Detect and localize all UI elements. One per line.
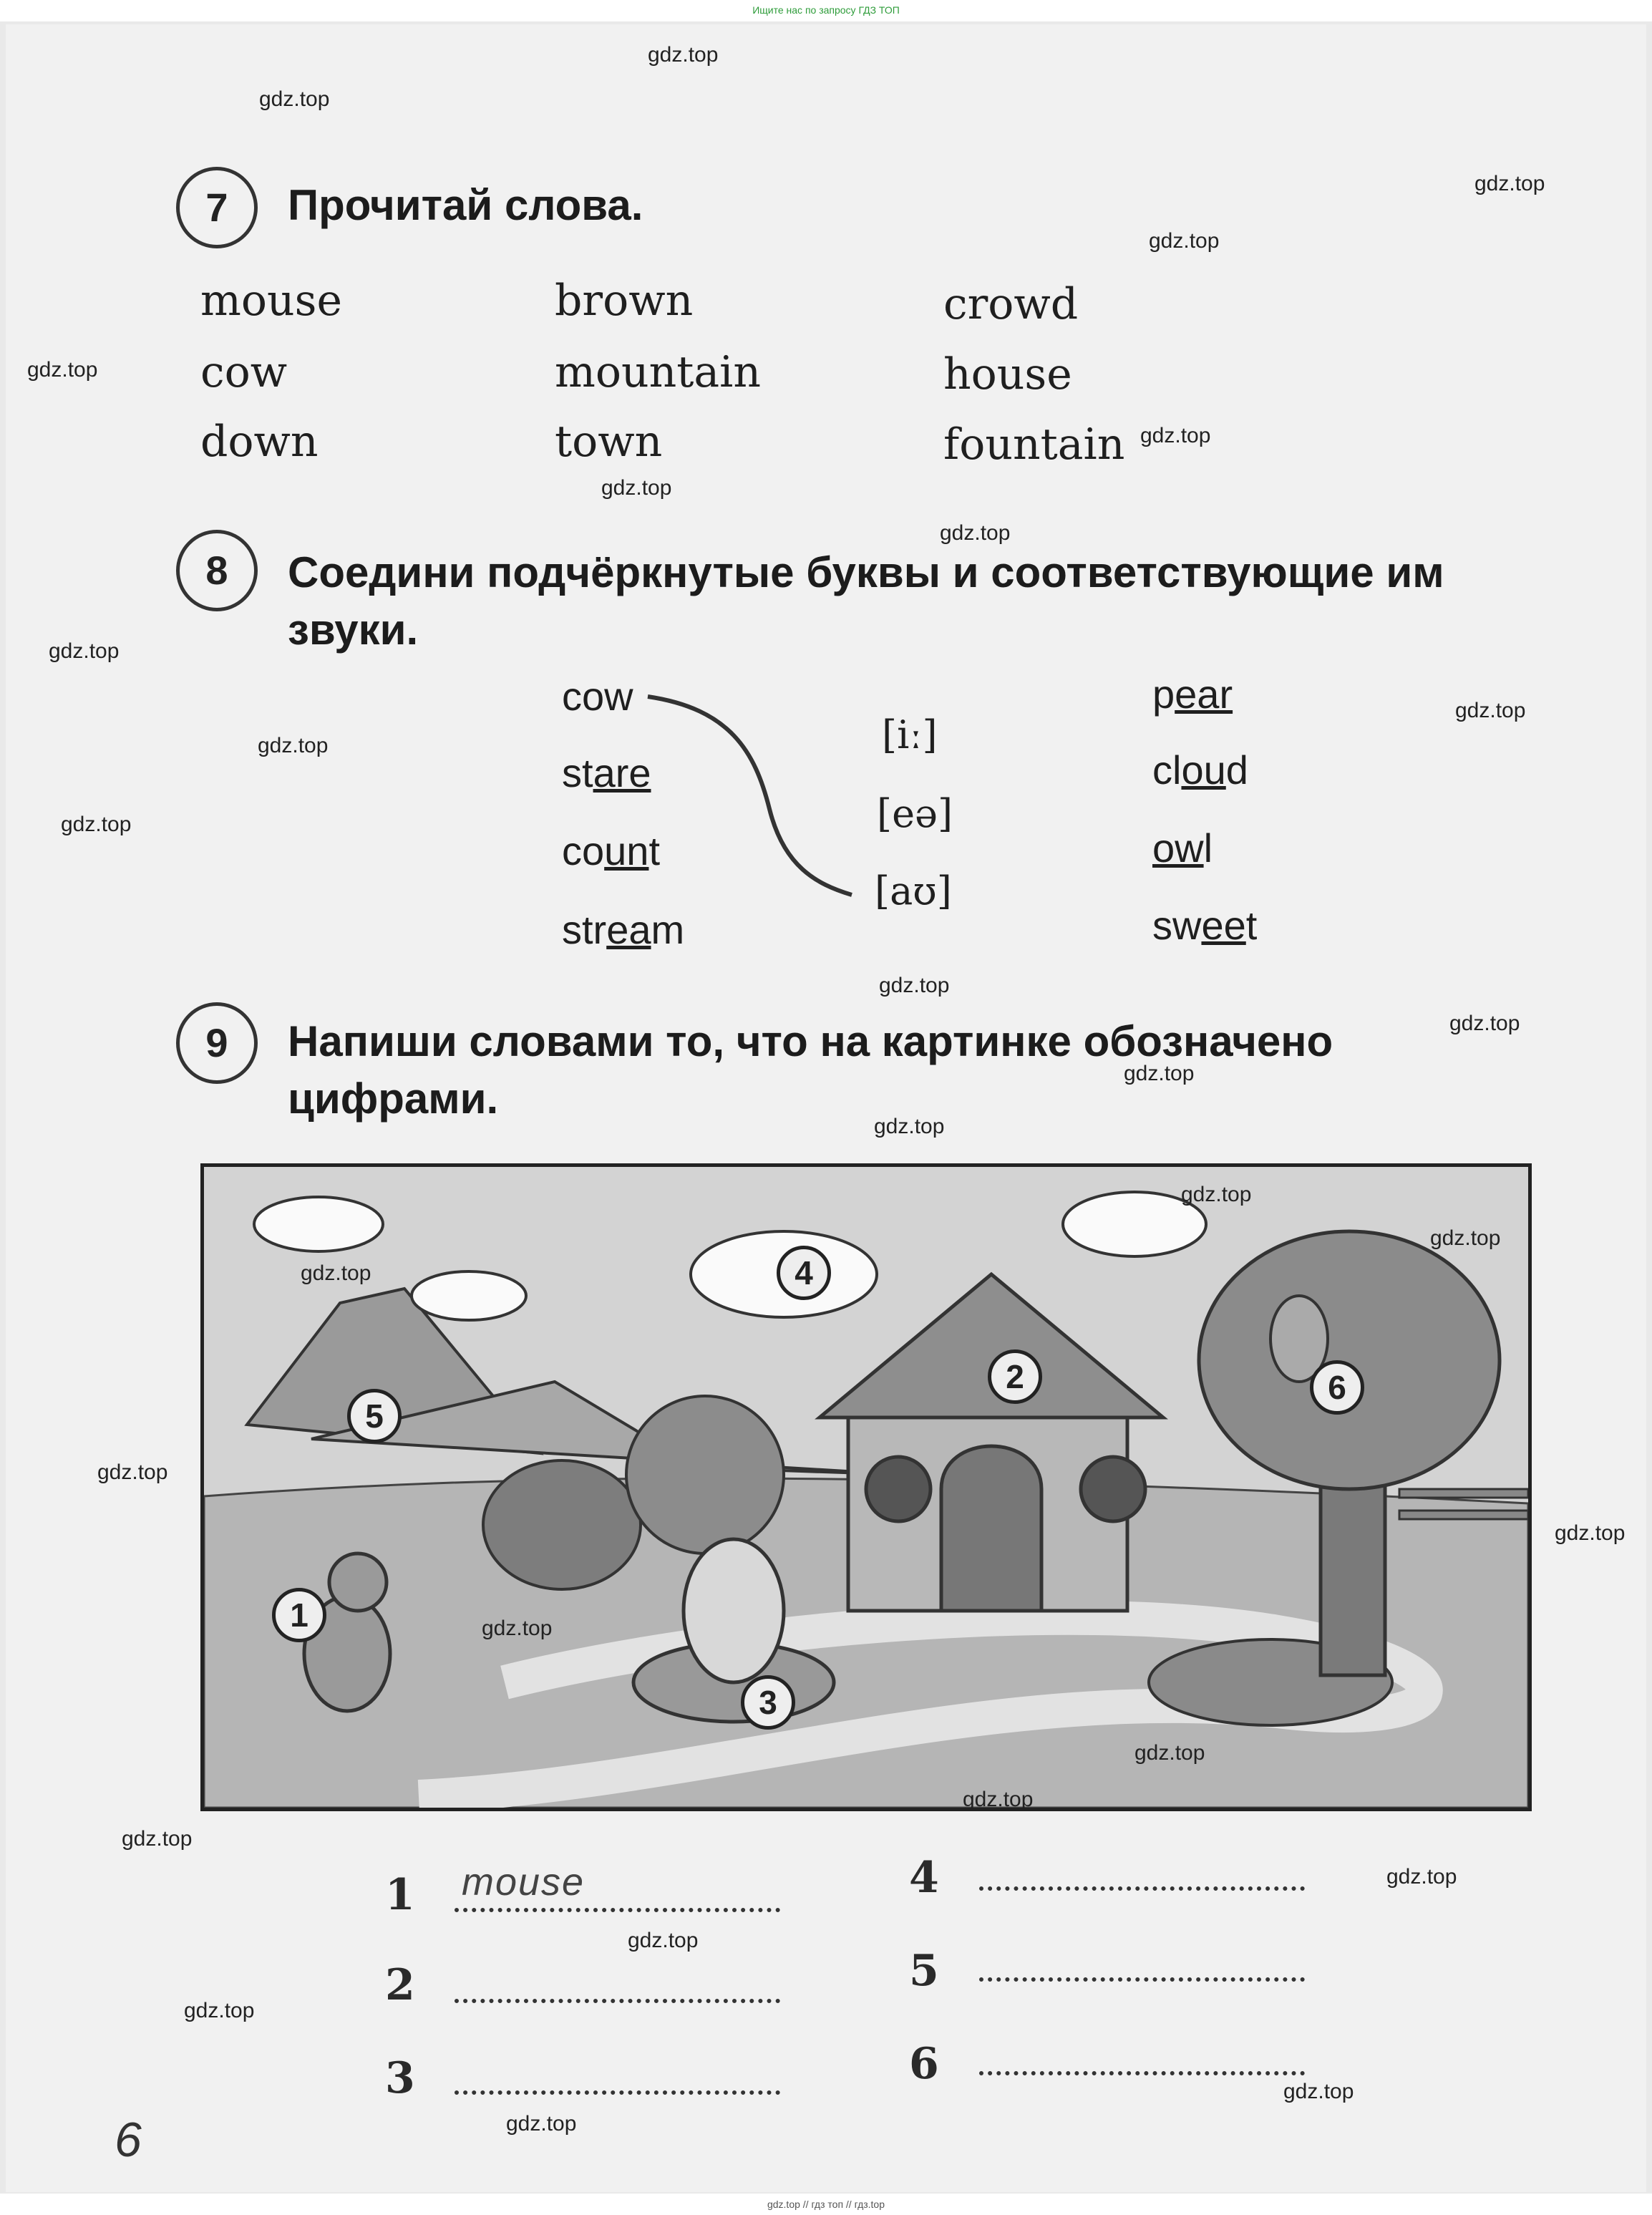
answer-number: 3	[385, 2053, 415, 2103]
watermark: gdz.top	[259, 87, 330, 111]
task8-left-word: cow	[562, 674, 633, 719]
task8-right-word: pear	[1152, 672, 1233, 717]
watermark: gdz.top	[1449, 1012, 1520, 1035]
task7-word: town	[555, 417, 663, 467]
watermark: gdz.top	[1555, 1521, 1626, 1545]
watermark: gdz.top	[301, 1261, 371, 1285]
answer-number: 1	[385, 1870, 415, 1920]
task7-word: mountain	[555, 347, 762, 397]
picture-label-5: 5	[347, 1389, 402, 1443]
watermark: gdz.top	[1455, 699, 1526, 722]
picture-label-6: 6	[1310, 1360, 1364, 1415]
answer-5-line[interactable]	[979, 1977, 1305, 1982]
task8-right-word: owl	[1152, 825, 1213, 871]
watermark: gdz.top	[1474, 172, 1545, 195]
task9-number: 9	[176, 1002, 258, 1084]
top-banner[interactable]: Ищите нас по запросу ГДЗ ТОП	[0, 0, 1652, 21]
watermark: gdz.top	[49, 639, 120, 663]
watermark: gdz.top	[874, 1115, 945, 1138]
watermark: gdz.top	[258, 734, 329, 757]
task8-number: 8	[176, 530, 258, 611]
picture-label-1: 1	[272, 1588, 326, 1642]
task7-word: down	[200, 417, 319, 467]
watermark: gdz.top	[879, 974, 950, 997]
watermark: gdz.top	[61, 813, 132, 836]
watermark: gdz.top	[482, 1617, 553, 1640]
picture-label-2: 2	[988, 1349, 1042, 1404]
watermark: gdz.top	[1124, 1062, 1195, 1085]
watermark: gdz.top	[184, 1999, 255, 2022]
task8-title-line2: звуки.	[288, 606, 419, 654]
task7-word: house	[943, 349, 1072, 399]
task8-sound: [aʊ]	[875, 868, 952, 913]
task7-word: cow	[200, 347, 288, 397]
picture-label-3: 3	[741, 1675, 795, 1730]
watermark: gdz.top	[1181, 1183, 1252, 1206]
watermark: gdz.top	[1140, 424, 1211, 447]
answer-1-line[interactable]	[455, 1908, 780, 1912]
answer-number: 2	[385, 1960, 415, 2010]
task9-title-line2: цифрами.	[288, 1075, 499, 1123]
scene-picture	[200, 1163, 1532, 1811]
watermark: gdz.top	[506, 2112, 577, 2136]
task7-number: 7	[176, 167, 258, 248]
task8-sound: [iː]	[882, 712, 938, 757]
task7-word: fountain	[943, 420, 1125, 470]
answer-3-line[interactable]	[455, 2090, 780, 2095]
picture-label-4: 4	[777, 1246, 831, 1300]
answer-6-line[interactable]	[979, 2071, 1305, 2075]
watermark: gdz.top	[1386, 1865, 1457, 1889]
task9-title-line1: Напиши словами то, что на картинке обозначено	[288, 1017, 1333, 1065]
page-number: 6	[115, 2113, 142, 2167]
task7-title: Прочитай слова.	[288, 181, 643, 229]
watermark: gdz.top	[1430, 1226, 1501, 1250]
watermark: gdz.top	[1149, 229, 1220, 253]
watermark: gdz.top	[648, 43, 719, 67]
scene-illustration	[204, 1167, 1528, 1808]
watermark: gdz.top	[601, 476, 672, 500]
watermark: gdz.top	[97, 1460, 168, 1484]
task7-word: mouse	[200, 276, 342, 326]
answer-1-text[interactable]: mouse	[462, 1861, 586, 1904]
watermark: gdz.top	[963, 1788, 1034, 1811]
watermark: gdz.top	[628, 1929, 699, 1952]
watermark: gdz.top	[122, 1827, 193, 1851]
task8-left-word: stream	[562, 907, 685, 952]
watermark: gdz.top	[1283, 2080, 1354, 2103]
task8-left-word: count	[562, 828, 661, 873]
bottom-banner[interactable]: gdz.top // гдз топ // гдз.top	[0, 2194, 1652, 2215]
answer-4-line[interactable]	[979, 1886, 1305, 1891]
task7-word: brown	[555, 276, 694, 326]
watermark: gdz.top	[27, 358, 98, 382]
task8-sound: [eə]	[877, 791, 953, 836]
task8-right-word: cloud	[1152, 747, 1248, 793]
answer-number: 6	[909, 2039, 939, 2089]
task8-left-word: stare	[562, 750, 651, 795]
task7-word: crowd	[943, 279, 1079, 329]
watermark: gdz.top	[1134, 1741, 1205, 1765]
task8-right-word: sweet	[1152, 903, 1258, 948]
watermark: gdz.top	[940, 521, 1011, 545]
task8-title-line1: Соедини подчёркнутые буквы и соответствующие им	[288, 548, 1444, 596]
answer-number: 5	[909, 1946, 939, 1996]
answer-number: 4	[909, 1853, 939, 1903]
answer-2-line[interactable]	[455, 1999, 780, 2003]
